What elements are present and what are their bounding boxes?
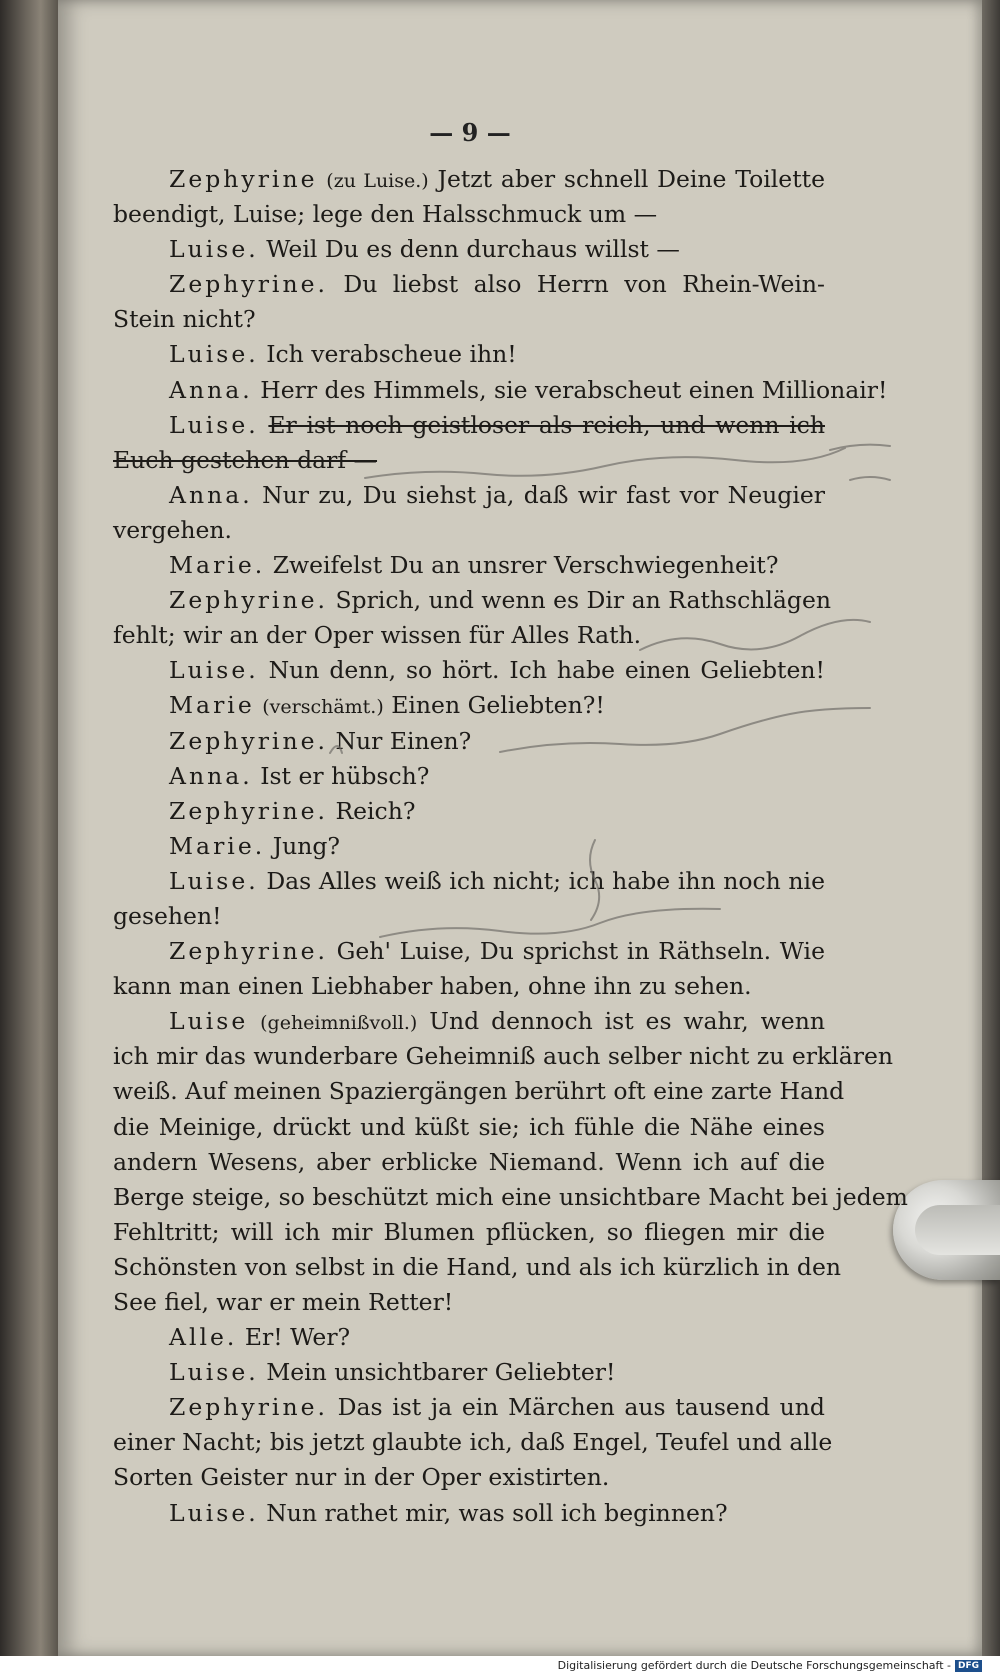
speaker-name: Luise. <box>169 340 259 369</box>
line-text: Er! Wer? <box>244 1323 351 1352</box>
stage-direction: (geheimnißvoll.) <box>260 1012 418 1035</box>
speaker-name: Luise. <box>169 1358 259 1387</box>
line-text: Geh' Luise, Du sprichst in Räthseln. Wie <box>336 937 825 966</box>
line-text: Schönsten von selbst in die Hand, und als ich kürzlich in den <box>113 1252 842 1281</box>
line-text: Sprich, und wenn es Dir an Rathschlägen <box>335 586 832 615</box>
line-text: Nur Einen? <box>335 726 472 755</box>
line-text: andern Wesens, aber erblicke Niemand. Wenn ich auf die <box>113 1147 825 1176</box>
dfg-logo: DFG <box>955 1660 982 1672</box>
line-text: Nur zu, Du siehst ja, daß wir fast vor Neugier <box>262 480 825 509</box>
page-number: — 9 — <box>429 118 511 147</box>
line-text: Ist er hübsch? <box>260 761 430 790</box>
line-text: Euch gestehen darf — <box>113 445 378 474</box>
speaker-name: Luise <box>169 1007 249 1036</box>
speaker-name: Zephyrine. <box>169 726 328 755</box>
line-text: Jung? <box>272 831 341 860</box>
line-text: Sorten Geister nur in der Oper existirten. <box>113 1463 610 1492</box>
speaker-name: Luise. <box>169 410 259 439</box>
speaker-name: Anna. <box>169 480 253 509</box>
speaker-name: Zephyrine. <box>169 586 328 615</box>
line-text: Stein nicht? <box>113 305 256 334</box>
line-text: fehlt; wir an der Oper wissen für Alles Rath. <box>113 621 642 650</box>
line-text: weiß. Auf meinen Spaziergängen berührt oft eine zarte Hand <box>113 1077 845 1106</box>
speaker-name: Zephyrine. <box>169 937 328 966</box>
line-text: einer Nacht; bis jetzt glaubte ich, daß Engel, Teufel und alle <box>113 1428 833 1457</box>
line-text: Du liebst also Herrn von Rhein-Wein- <box>343 270 825 299</box>
line-text: vergehen. <box>113 515 233 544</box>
speaker-name: Marie. <box>169 551 266 580</box>
line-text: die Meinige, drückt und küßt sie; ich fühle die Nähe eines <box>113 1112 825 1141</box>
line-text: Ich verabscheue ihn! <box>266 340 517 369</box>
line-text: gesehen! <box>113 901 222 930</box>
speaker-name: Zephyrine. <box>169 796 328 825</box>
line-text: Berge steige, so beschützt mich eine unsichtbare Macht bei jedem <box>113 1182 908 1211</box>
line-text: Er ist noch geistloser als reich, und wenn ich <box>268 410 825 439</box>
stage-direction: (zu Luise.) <box>326 170 429 192</box>
line-text: beendigt, Luise; lege den Halsschmuck um — <box>113 200 658 229</box>
speaker-name: Luise. <box>169 656 259 685</box>
speaker-name: Luise. <box>169 866 259 895</box>
line-text: ich mir das wunderbare Geheimniß auch selber nicht zu erklären <box>113 1042 894 1071</box>
line-text: Mein unsichtbarer Geliebter! <box>266 1358 616 1387</box>
line-text: kann man einen Liebhaber haben, ohne ihn zu sehen. <box>113 972 752 1001</box>
line-text: Zweifelst Du an unsrer Verschwiegenheit? <box>272 551 779 580</box>
speaker-name: Zephyrine. <box>169 270 328 299</box>
speaker-name: Zephyrine <box>169 165 318 193</box>
line-text: Weil Du es denn durchaus willst — <box>266 235 680 264</box>
speaker-name: Marie. <box>169 831 266 860</box>
speaker-name: Marie <box>169 691 255 720</box>
speaker-name: Alle. <box>169 1323 238 1352</box>
stage-direction: (verschämt.) <box>262 696 384 719</box>
line-text: Und dennoch ist es wahr, wenn <box>429 1007 825 1036</box>
line-text: Nun denn, so hört. Ich habe einen Geliebten! <box>268 656 825 685</box>
speaker-name: Zephyrine. <box>169 1393 328 1422</box>
speaker-name: Anna. <box>169 761 253 790</box>
line-text: Einen Geliebten?! <box>391 691 605 720</box>
line-text: Herr des Himmels, sie verabscheut einen Millionair! <box>260 375 888 404</box>
line-text: See fiel, war er mein Retter! <box>113 1288 454 1316</box>
line-text: Jetzt aber schnell Deine Toilette <box>437 165 826 193</box>
footer <box>558 1659 982 1672</box>
line-text: Reich? <box>335 796 416 825</box>
line-text: Das Alles weiß ich nicht; ich habe ihn noch nie <box>266 866 825 895</box>
speaker-name: Anna. <box>169 375 253 404</box>
speaker-name: Luise. <box>169 235 259 264</box>
speaker-name: Luise. <box>169 1498 259 1527</box>
line-text: Das ist ja ein Märchen aus tausend und <box>337 1393 825 1422</box>
line-text: Nun rathet mir, was soll ich beginnen? <box>266 1498 728 1527</box>
footer-text: Digitalisierung gefördert durch die Deutsche Forschungsgemeinschaft - <box>557 1659 951 1672</box>
line-text: Fehltritt; will ich mir Blumen pflücken, so fliegen mir die <box>113 1217 825 1246</box>
